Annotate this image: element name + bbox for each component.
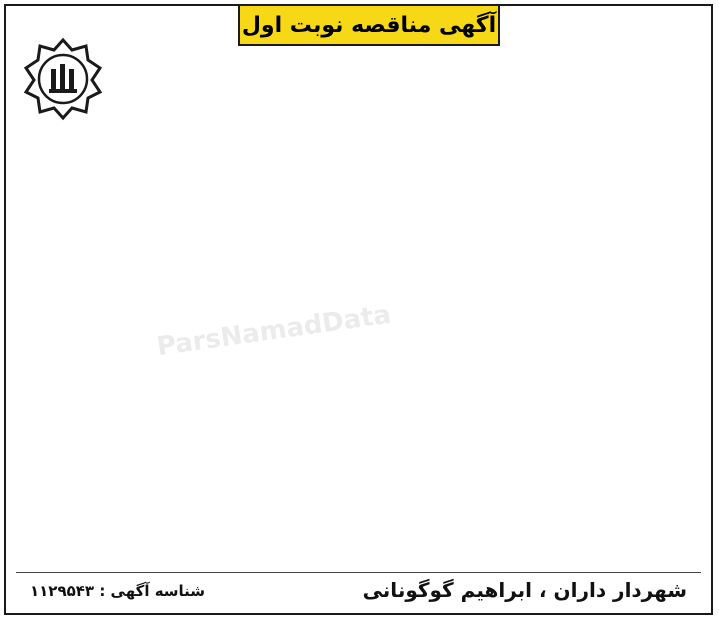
title-banner — [238, 6, 500, 46]
watermark: ParsNamadData — [155, 299, 393, 363]
notice-frame — [4, 4, 713, 615]
notice-id: شناسه آگهی : ۱۱۲۹۵۴۳ — [30, 582, 206, 600]
municipality-emblem-icon — [20, 36, 106, 122]
footer-divider — [16, 572, 701, 573]
notice-title: آگهی مناقصه نوبت اول — [241, 12, 497, 38]
signature: شهردار داران ، ابراهیم گوگونانی — [362, 578, 687, 602]
logo — [20, 36, 106, 122]
